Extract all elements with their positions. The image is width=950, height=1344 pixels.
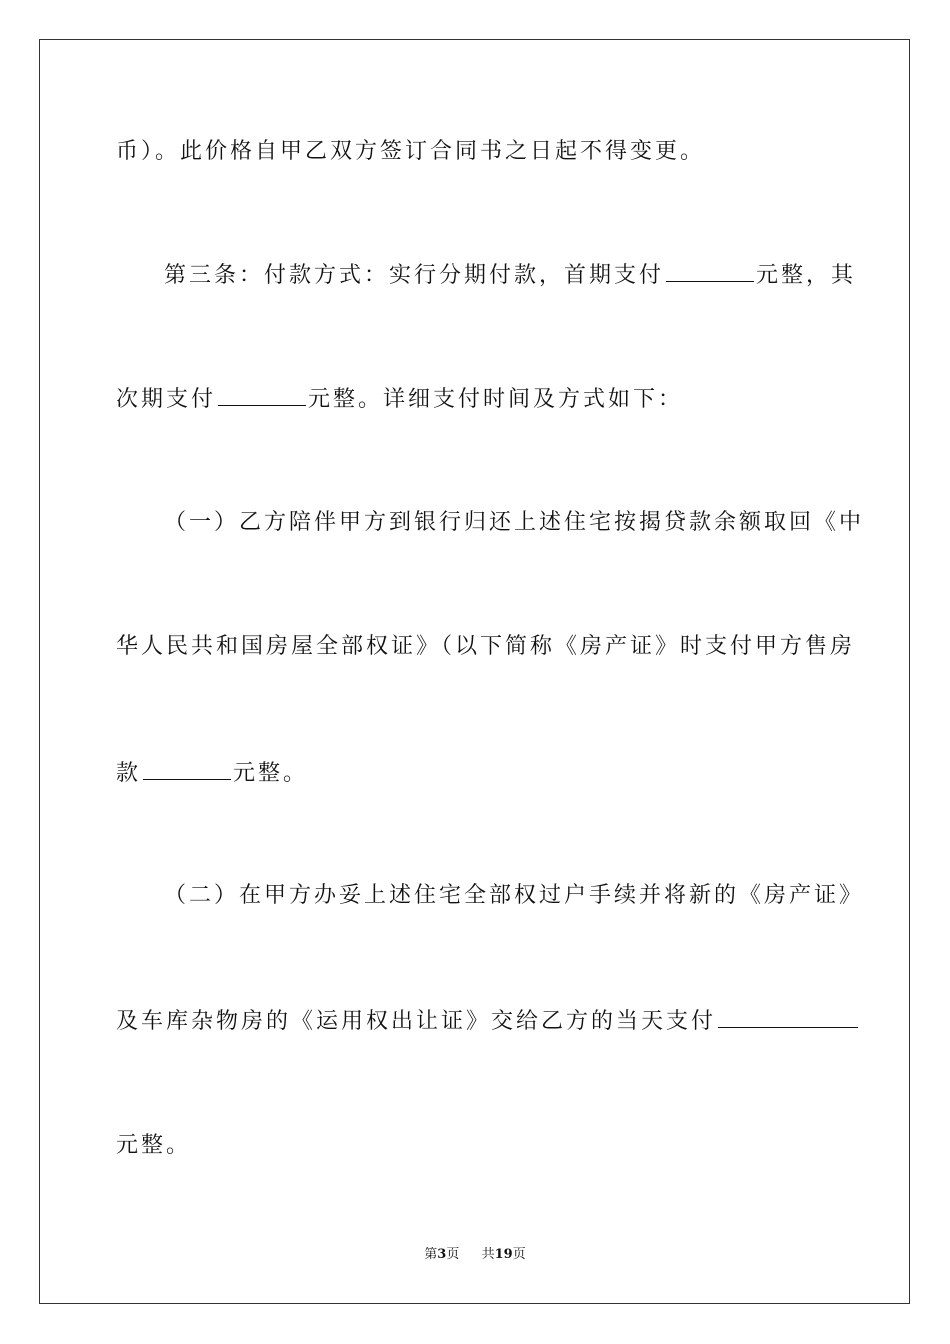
page-border	[39, 39, 910, 1304]
text-line-1: 币）。此价格自甲乙双方签订合同书之日起不得变更。	[116, 139, 706, 164]
text-line-9: 元整。	[116, 1133, 192, 1158]
text-line-2: 第三条：付款方式：实行分期付款，首期支付 元整，其	[164, 259, 856, 291]
blank-first-payment[interactable]	[666, 259, 754, 282]
total-pages-label: 共19页	[481, 1247, 526, 1262]
text-line-7: （二）在甲方办妥上述住宅全部权过户手续并将新的《房产证》	[164, 883, 865, 908]
text-line-4: （一）乙方陪伴甲方到银行归还上述住宅按揭贷款余额取回《中	[164, 510, 865, 535]
blank-second-payment[interactable]	[218, 383, 306, 406]
text-line-6: 款 元整。	[116, 757, 308, 789]
text-line-8: 及车库杂物房的《运用权出让证》交给乙方的当天支付	[116, 1005, 860, 1037]
blank-house-payment[interactable]	[143, 757, 231, 780]
page-number-label: 第3页	[424, 1247, 460, 1262]
blank-final-payment[interactable]	[718, 1005, 858, 1028]
text-line-3: 次期支付 元整。详细支付时间及方式如下：	[116, 383, 683, 415]
page-footer	[0, 1246, 950, 1264]
text-line-5: 华人民共和国房屋全部权证》（以下简称《房产证》时支付甲方售房	[116, 634, 856, 659]
